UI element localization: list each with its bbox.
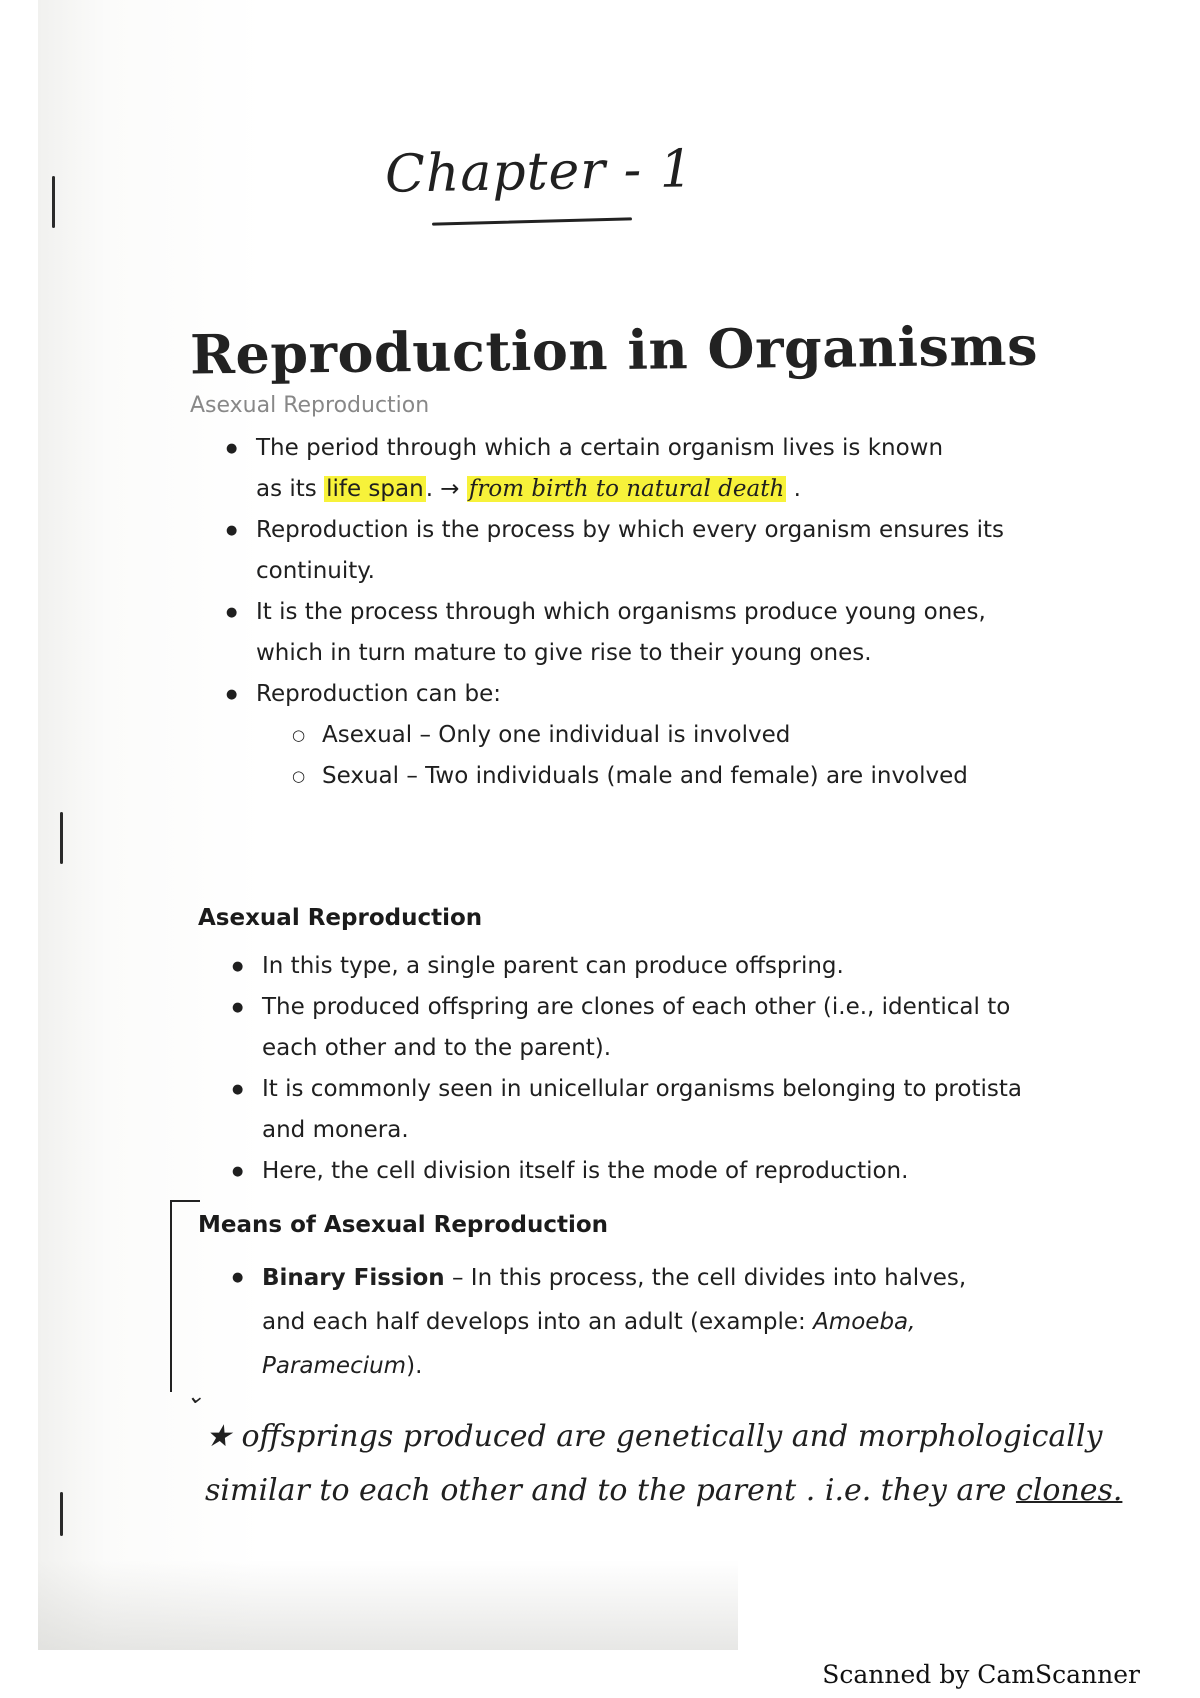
handwritten-bracket [170, 1200, 200, 1392]
list-item: ● Reproduction is the process by which every organism ensures its continuity. [222, 510, 1012, 592]
handwritten-note: ★ offsprings produced are genetically and morphologically similar to each other and to the parent . i.e. they are clones. [205, 1419, 1123, 1508]
life-span-highlight: life span [326, 476, 424, 502]
list-item: ● The period through which a certain organism lives is known as its life span. → from birth to natural death . [222, 428, 1012, 510]
list-item: ● The produced offspring are clones of each other (i.e., identical to each other and to the parent). [228, 987, 1028, 1069]
list-item: ● Reproduction can be: [222, 674, 1012, 715]
clones-underlined: clones. [1015, 1473, 1123, 1508]
section-heading-asexual: Asexual Reproduction [198, 905, 483, 931]
means-list [228, 1256, 1008, 1388]
list-item: ● It is the process through which organisms produce young ones, which in turn mature to give rise to their young ones. [222, 592, 1012, 674]
binary-fission-term: Binary Fission [262, 1265, 445, 1291]
chapter-label: Chapter - 1 [384, 139, 695, 205]
asexual-list [228, 946, 1028, 1192]
scanner-watermark: Scanned by CamScanner [822, 1660, 1140, 1689]
example-organisms: Amoeba, Paramecium [262, 1309, 916, 1379]
sub-list-item: ○ Sexual – Two individuals (male and female) are involved [222, 756, 1012, 797]
page-title: Reproduction in Organisms [189, 313, 1039, 387]
page-shadow [38, 1560, 738, 1650]
star-icon: ★ [205, 1419, 232, 1454]
list-item: ● It is commonly seen in unicellular organisms belonging to protista and monera. [228, 1069, 1028, 1151]
list-item: ● In this type, a single parent can produce offspring. [228, 946, 1028, 987]
list-item: ● Binary Fission – In this process, the cell divides into halves, and each half develops into an adult (example: Amoeba, Paramecium). [228, 1256, 1008, 1388]
sub-list-item: ○ Asexual – Only one individual is involved [222, 715, 1012, 756]
intro-list [222, 428, 1012, 797]
bracket-arrow: ⌄ [186, 1384, 205, 1409]
list-item: ● Here, the cell division itself is the mode of reproduction. [228, 1151, 1028, 1192]
notebook-page [38, 0, 1166, 1650]
handwritten-highlight: from birth to natural death [468, 476, 785, 502]
page-subtitle: Asexual Reproduction [190, 393, 430, 418]
margin-mark [52, 176, 55, 228]
margin-mark [60, 1492, 63, 1536]
section-heading-means: Means of Asexual Reproduction [198, 1212, 609, 1238]
life-span-text: The period through which a certain organism lives is known [256, 435, 944, 461]
margin-mark [60, 812, 63, 864]
